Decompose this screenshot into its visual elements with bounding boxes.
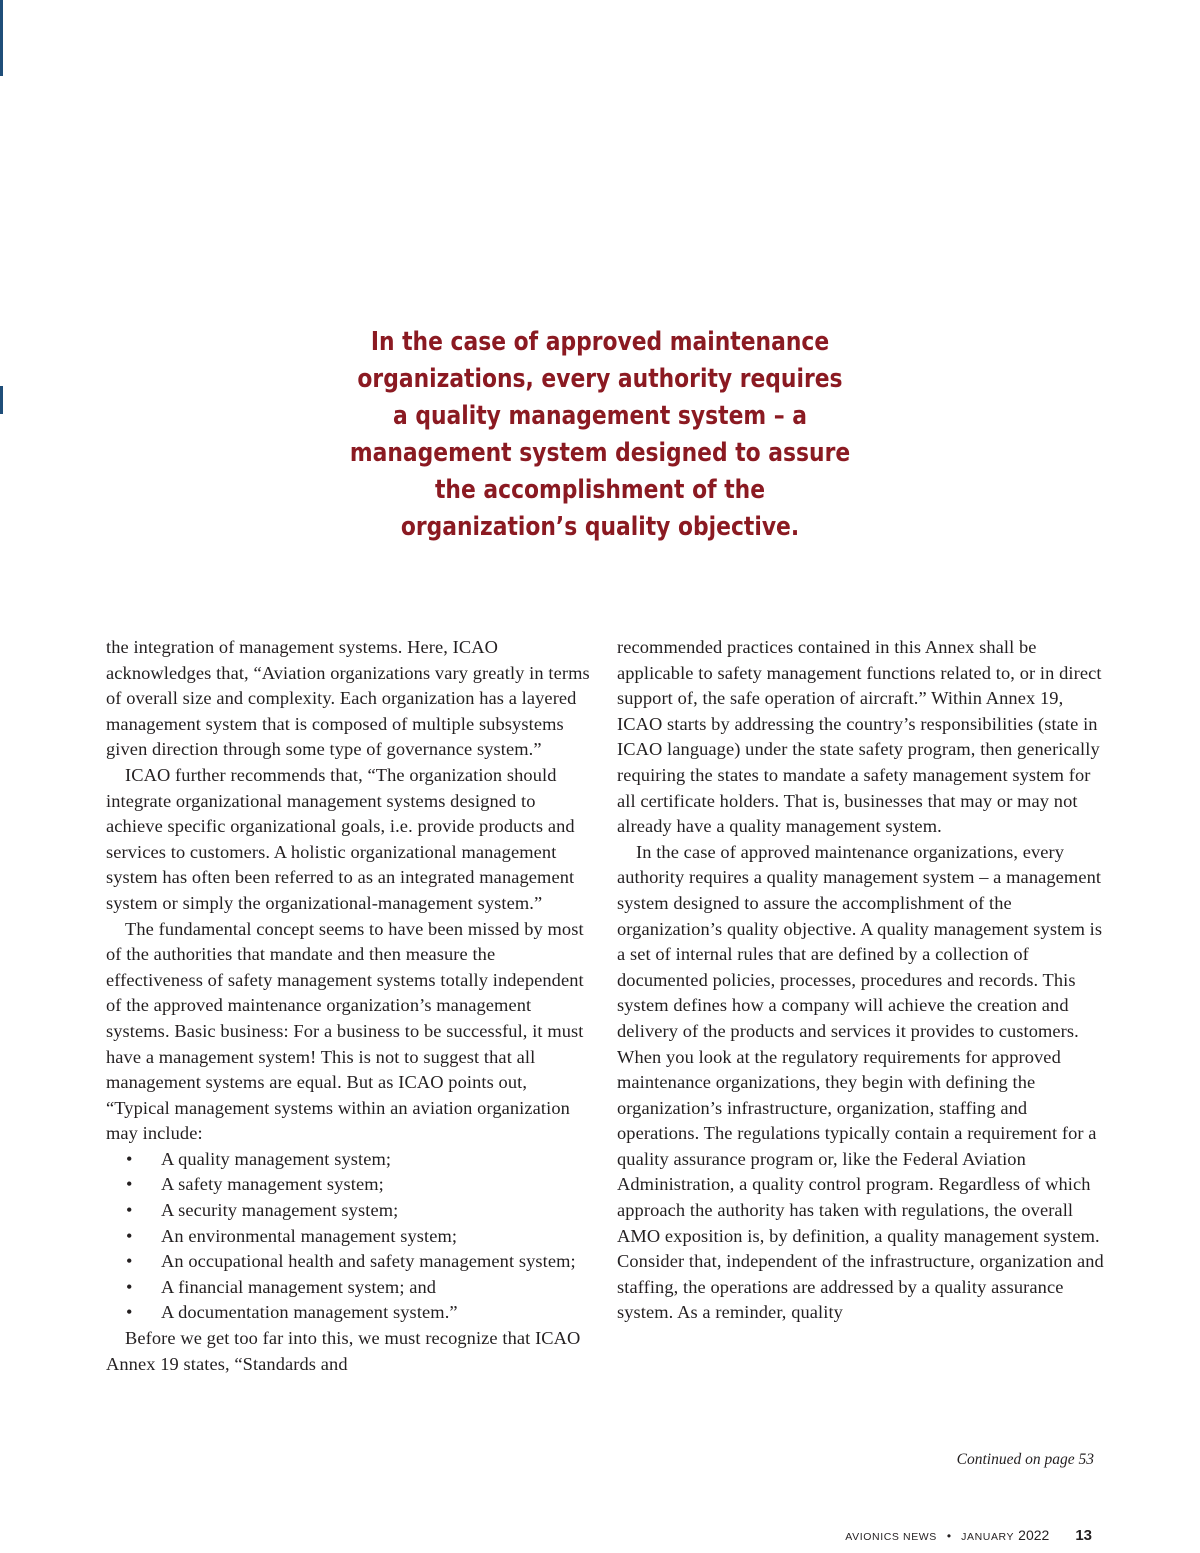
page-edge-marker-middle: [0, 386, 3, 414]
list-item-text: A quality management system;: [161, 1148, 392, 1169]
list-item: [106, 1249, 594, 1275]
list-item: [106, 1275, 594, 1301]
list-item: [106, 1172, 594, 1198]
issue-month: JANUARY: [961, 1531, 1015, 1543]
list-item-text: A security management system;: [161, 1200, 399, 1221]
bullet-marker: •: [126, 1225, 133, 1246]
article-column-right: [617, 635, 1105, 1326]
issue-year: 2022: [1018, 1527, 1050, 1543]
management-systems-list: [106, 1147, 594, 1326]
page-edge-marker-top: [0, 0, 3, 76]
list-item-text: A documentation management system.”: [161, 1302, 458, 1323]
list-item-text: An occupational health and safety management system;: [161, 1251, 576, 1272]
bullet-marker: •: [126, 1174, 133, 1195]
bullet-marker: •: [126, 1276, 133, 1297]
list-item: [106, 1300, 594, 1326]
list-item-text: A financial management system; and: [161, 1276, 437, 1297]
publication-name: AVIONICS NEWS: [845, 1531, 937, 1543]
paragraph: The fundamental concept seems to have been missed by most of the authorities that mandate and then measure the effectiveness of safety management systems totally independent of the approved maintenance organization’s management systems. Basic business: For a business to be successful, it must have a management system! This is not to suggest that all management systems are equal. But as ICAO points out, “Typical management systems within an aviation organization may include:: [106, 918, 584, 1144]
bullet-marker: •: [126, 1251, 133, 1272]
paragraph: recommended practices contained in this Annex shall be applicable to safety management functions related to, or in direct support of, the safe operation of aircraft.” Within Annex 19, ICAO starts by addressing the country’s responsibilities (state in ICAO language) under the state safety program, then generically requiring the states to mandate a safety management system for all certificate holders. That is, businesses that may or may not already have a quality management system.: [617, 637, 1102, 837]
pull-quote: In the case of approved maintenance organizations, every authority requires a quality management system – a management system designed to assure the accomplishment of the organization’s quality objective.: [349, 327, 851, 542]
bullet-marker: •: [126, 1302, 133, 1323]
list-item: [106, 1224, 594, 1250]
page-footer: [845, 1527, 1092, 1544]
bullet-marker: •: [126, 1200, 133, 1221]
footer-separator: •: [946, 1529, 952, 1543]
bullet-marker: •: [126, 1148, 133, 1169]
list-item: [106, 1147, 594, 1173]
paragraph: Before we get too far into this, we must recognize that ICAO Annex 19 states, “Standards and: [106, 1328, 581, 1374]
paragraph: ICAO further recommends that, “The organization should integrate organizational management systems designed to achieve specific organizational goals, i.e. provide products and services to customers. A holistic organizational management system has often been referred to as an integrated management system or simply the organizational-management system.”: [106, 764, 575, 913]
article-column-left: [106, 635, 594, 1377]
list-item-text: An environmental management system;: [161, 1225, 458, 1246]
continued-on-page-note: Continued on page 53: [956, 1451, 1094, 1468]
paragraph: In the case of approved maintenance organizations, every authority requires a quality management system – a management system designed to assure the accomplishment of the organization’s quality objective. A quality management system is a set of internal rules that are defined by a collection of documented policies, processes, procedures and records. This system defines how a company will achieve the creation and delivery of the products and services it provides to customers. When you look at the regulatory requirements for approved maintenance organizations, they begin with defining the organization’s infrastructure, organization, staffing and operations. The regulations typically contain a requirement for a quality assurance program or, like the Federal Aviation Administration, a quality control program. Regardless of which approach the authority has taken with regulations, the overall AMO exposition is, by definition, a quality management system. Consider that, independent of the infrastructure, organization and staffing, the operations are addressed by a quality assurance system. As a reminder, quality: [617, 841, 1104, 1323]
page-number: 13: [1075, 1527, 1092, 1544]
list-item: [106, 1198, 594, 1224]
paragraph: the integration of management systems. Here, ICAO acknowledges that, “Aviation organizations vary greatly in terms of overall size and complexity. Each organization has a layered management system that is composed of multiple subsystems given direction through some type of governance system.”: [106, 637, 590, 760]
list-item-text: A safety management system;: [161, 1174, 384, 1195]
